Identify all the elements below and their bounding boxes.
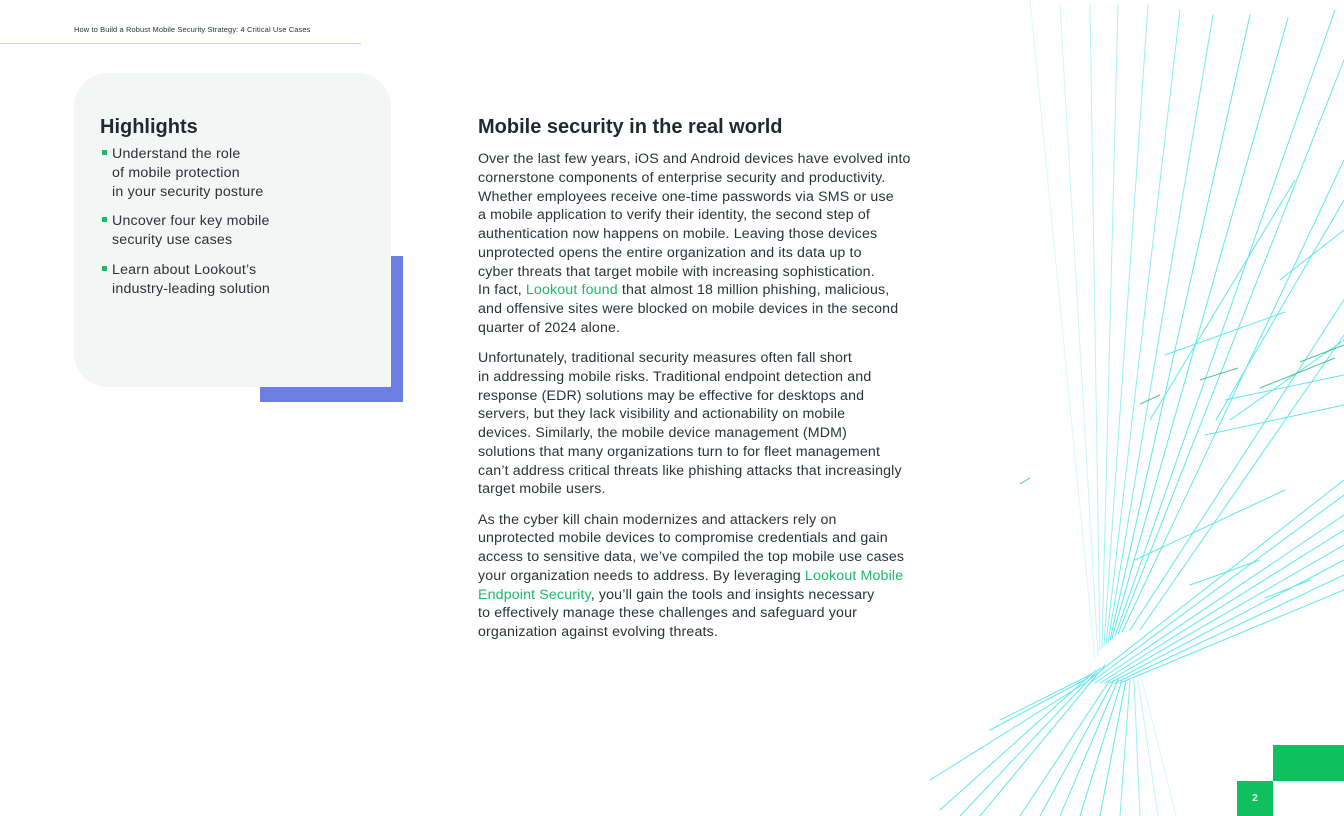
lookout-found-link[interactable]: Lookout found (525, 282, 618, 299)
paragraph-3 (478, 511, 948, 642)
highlights-item (100, 212, 371, 250)
text-line: unprotected opens the entire organization and its data up to (478, 244, 862, 261)
highlights-item (100, 261, 371, 299)
lookout-mes-link-continued[interactable]: Endpoint Security (478, 586, 591, 603)
header-rule (0, 43, 361, 44)
text-line: Whether employees receive one-time passwords via SMS or use (478, 188, 894, 205)
paragraph-1 (478, 150, 948, 338)
text-line: Unfortunately, traditional security measures often fall short (478, 350, 852, 366)
text-segment: that almost 18 million phishing, malicious, (617, 282, 890, 299)
corner-block (1273, 745, 1344, 781)
highlights-line: Understand the role (112, 146, 241, 162)
text-line: organization against evolving threats. (478, 624, 718, 640)
decorative-line-art (900, 0, 1344, 816)
section-title: Mobile security in the real world (478, 116, 783, 138)
text-line-with-link (478, 281, 948, 300)
highlights-line: of mobile protection (112, 164, 240, 181)
running-header: How to Build a Robust Mobile Security Strategy: 4 Critical Use Cases (74, 25, 311, 34)
text-segment: , you’ll gain the tools and insights necessary (590, 586, 875, 603)
bullet-square-icon (102, 266, 107, 271)
text-line: quarter of 2024 alone. (478, 319, 621, 336)
highlights-card (74, 73, 391, 387)
text-line: servers, but they lack visibility and actionability on mobile (478, 406, 846, 423)
text-line: in addressing mobile risks. Traditional endpoint detection and (478, 368, 872, 385)
highlights-line: in your security posture (112, 183, 264, 200)
text-line: solutions that many organizations turn to for fleet management (478, 443, 881, 460)
text-line-with-link (478, 567, 948, 586)
text-segment: In fact, (478, 282, 526, 299)
highlights-line: Learn about Lookout’s (112, 261, 257, 278)
text-segment: your organization needs to address. By leveraging (478, 567, 805, 584)
text-line: a mobile application to verify their identity, the second step of (478, 207, 870, 224)
text-line: As the cyber kill chain modernizes and attackers rely on (478, 511, 837, 528)
bullet-square-icon (102, 150, 107, 155)
text-line: cornerstone components of enterprise security and productivity. (478, 169, 886, 186)
text-line-with-link (478, 586, 948, 605)
text-line: to effectively manage these challenges and safeguard your (478, 605, 857, 622)
highlights-item (100, 145, 371, 201)
bullet-square-icon (102, 217, 107, 222)
highlights-line: security use cases (112, 232, 233, 249)
text-line: unprotected mobile devices to compromise credentials and gain (478, 530, 888, 547)
paragraph-2 (478, 349, 948, 499)
text-line: access to sensitive data, we’ve compiled the top mobile use cases (478, 549, 905, 565)
text-line: and offensive sites were blocked on mobile devices in the second (478, 301, 899, 317)
text-line: response (EDR) solutions may be effective for desktops and (478, 387, 865, 404)
text-line: Over the last few years, iOS and Android devices have evolved into (478, 151, 911, 167)
highlights-line: industry-leading solution (112, 280, 271, 297)
highlights-list (100, 145, 371, 299)
highlights-line: Uncover four key mobile (112, 213, 270, 230)
highlights-title: Highlights (100, 116, 198, 138)
text-line: authentication now happens on mobile. Leaving those devices (478, 226, 878, 242)
text-line: cyber threats that target mobile with increasing sophistication. (478, 263, 875, 280)
text-line: devices. Similarly, the mobile device management (MDM) (478, 425, 847, 441)
lookout-mes-link[interactable]: Lookout Mobile (804, 567, 904, 584)
main-column (478, 113, 948, 653)
text-line: target mobile users. (478, 481, 606, 498)
page-number: 2 (1237, 781, 1273, 816)
text-line: can’t address critical threats like phishing attacks that increasingly (478, 462, 902, 479)
